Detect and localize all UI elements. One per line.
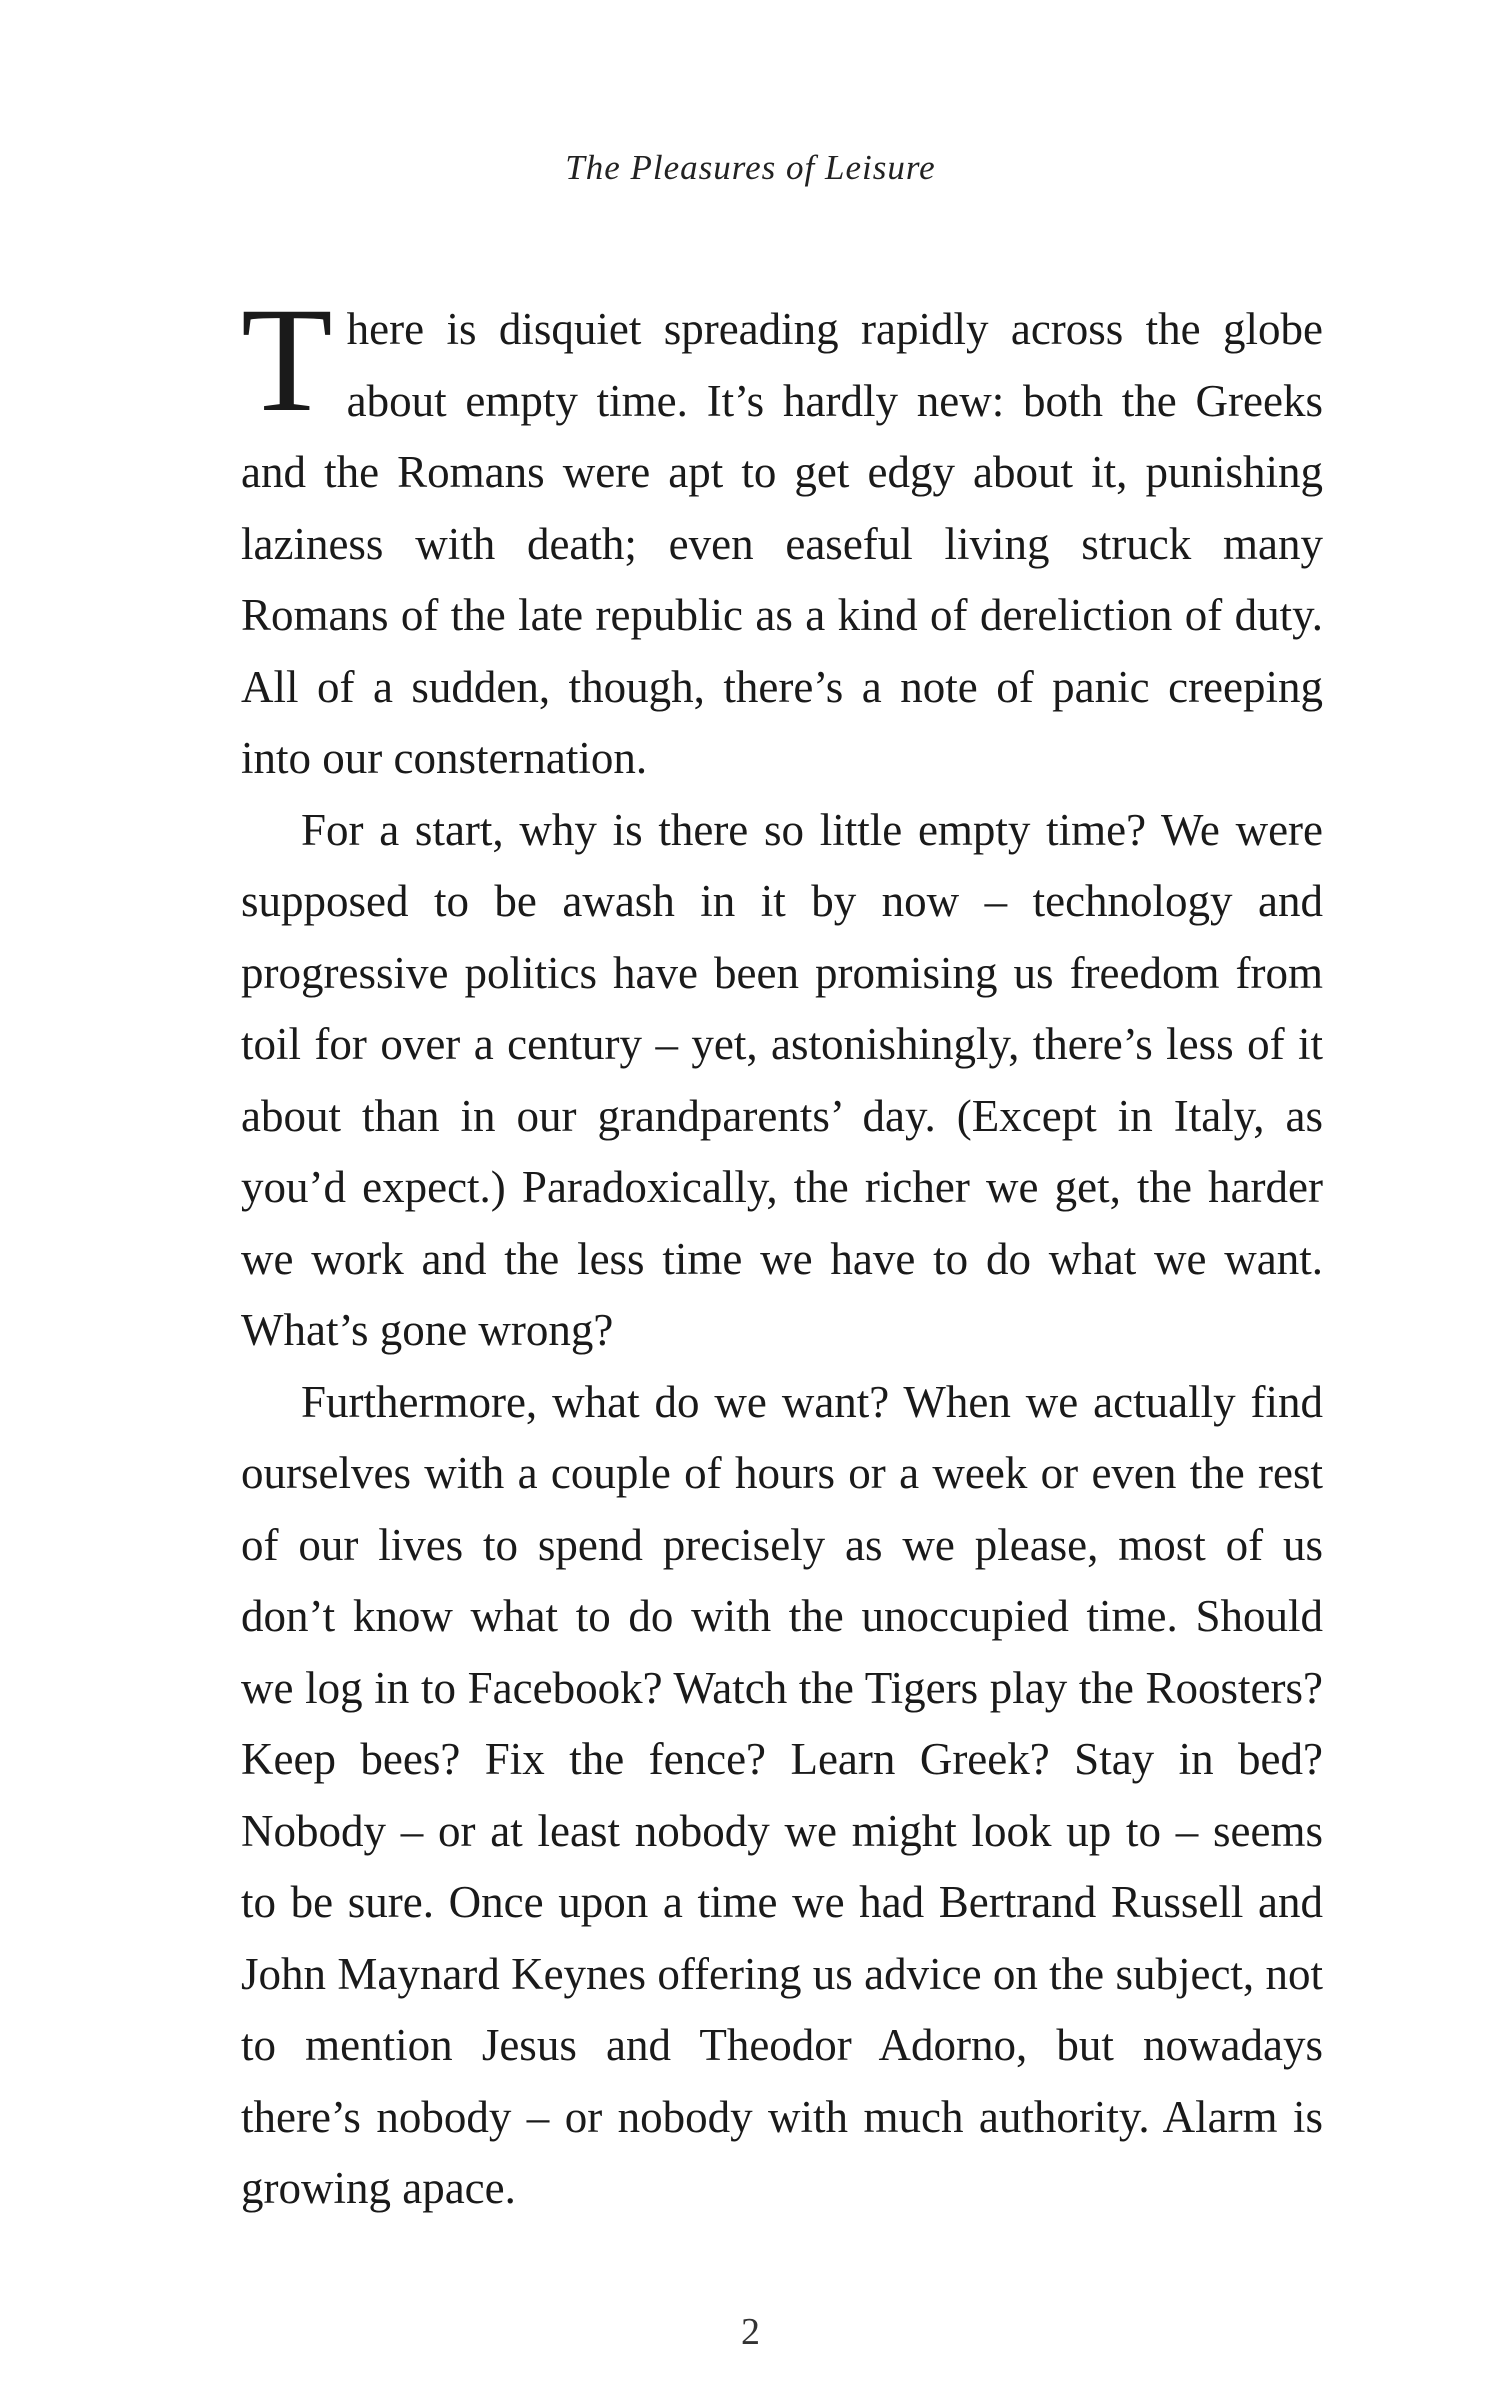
paragraph-2: For a start, why is there so little empty time? We were supposed to be awash in it by now – technology and progressive politics have been promising us freedom from toil for over a century – yet, astonishingly, there’s less of it about than in our grandparents’ day. (Except in Italy, as you’d expect.) Paradoxically, the richer we get, the harder we work and the less time we have to do what we want. What’s gone wrong? <box>241 804 1323 1355</box>
paragraph-3: Furthermore, what do we want? When we actually find ourselves with a couple of hours or a week or even the rest of our lives to spend precisely as we please, most of us don’t know what to do with the unoccupied time. Should we log in to Facebook? Watch the Tigers play the Roosters? Keep bees? Fix the fence? Learn Greek? Stay in bed? Nobody – or at least nobody we might look up to – seems to be sure. Once upon a time we had Bertrand Russell and John Maynard Keynes offering us advice on the subject, not to mention Jesus and Theodor Adorno, but nowadays there’s nobody – or nobody with much authority. Alarm is growing apace. <box>241 1376 1323 2213</box>
page-number: 2 <box>741 2311 760 2353</box>
running-head: The Pleasures of Leisure <box>565 148 936 187</box>
body-text <box>241 277 1323 2225</box>
drop-cap: T <box>241 277 333 443</box>
paragraph-1-text: here is disquiet spreading rapidly across the globe about empty time. It’s hardly new: both the Greeks and the Romans were apt to get edgy about it, punishing laziness with death; even easeful living struck many Romans of the late republic as a kind of dereliction of duty. All of a sudden, though, there’s a note of panic creeping into our consternation. <box>241 304 1323 783</box>
paragraph-1 <box>241 277 1323 795</box>
